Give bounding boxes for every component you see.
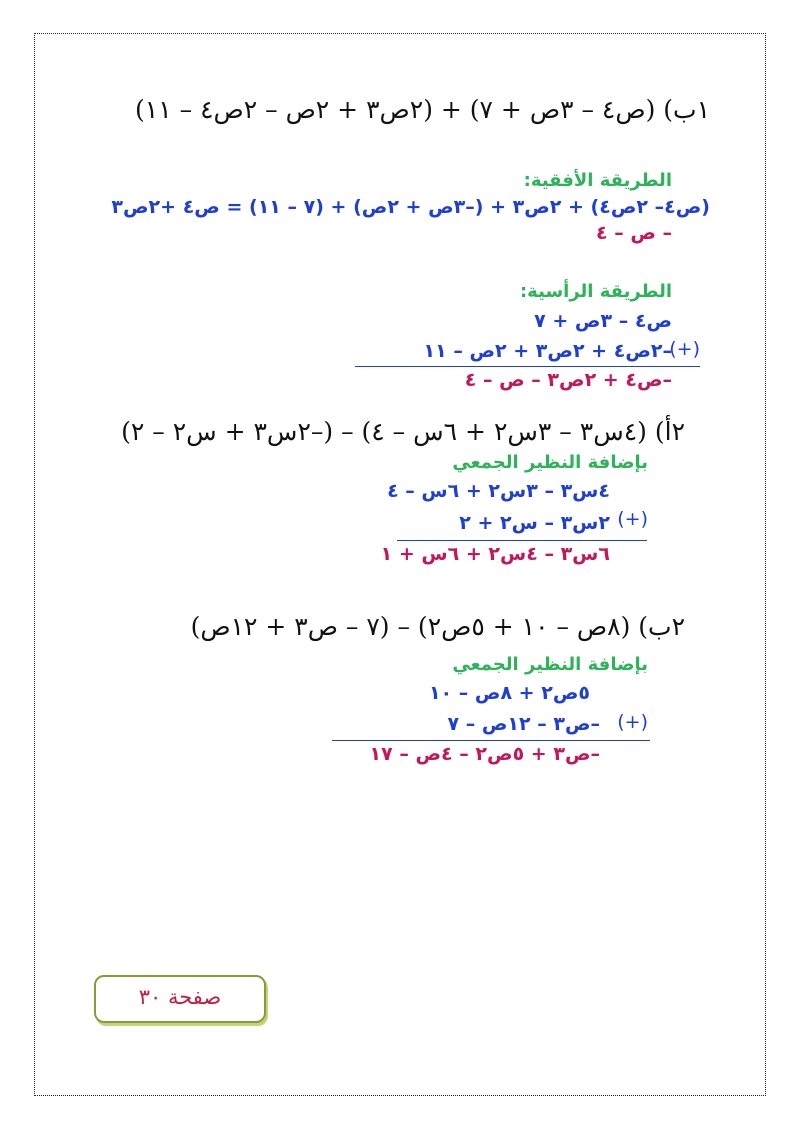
page-number-box [94,975,266,1023]
additive-inverse-label: بإضافة النظير الجمعي [452,452,648,473]
plus-sign: (+) [617,508,648,530]
page-number: صفحة ٣٠ [138,985,222,1009]
horizontal-method-label: الطريقة الأفقية: [523,170,672,191]
horizontal-method-line-2: – ص – ٤ [595,222,672,244]
sum-line [397,540,647,541]
plus-sign: (+) [669,338,700,360]
problem-2b-heading: ٢ب) (٨ص – ١٠ + ٥ص٢) – (٧ – ص٣ + ١٢ص) [190,612,685,641]
row-2: –ص٣ – ١٢ص – ٧ [447,713,600,735]
row-1: ٥ص٢ + ٨ص – ١٠ [428,682,590,704]
row-2: ٢س٣ – س٢ + ٢ [459,512,610,534]
additive-inverse-label: بإضافة النظير الجمعي [452,654,648,675]
problem-2a-heading: ٢أ) (٤س٣ – ٣س٢ + ٦س – ٤) – (–٢س٣ + س٢ – ٢) [121,417,685,446]
problem-1b-heading: ١ب) (ص٤ – ٣ص + ٧) + (٢ص٣ + ٢ص – ٢ص٤ – ١١) [135,95,710,124]
row-1: ٤س٣ – ٣س٢ + ٦س – ٤ [387,480,610,502]
vertical-method-label: الطريقة الرأسية: [519,281,672,302]
result: ٦س٣ – ٤س٢ + ٦س + ١ [380,543,610,565]
sum-line [332,740,650,741]
sum-line [355,366,700,367]
plus-sign: (+) [617,711,648,733]
vertical-row-2: –٢ص٤ + ٢ص٣ + ٢ص – ١١ [423,340,672,362]
horizontal-method-line-1: (ص٤– ٢ص٤) + ٢ص٣ + (–٣ص + ٢ص) + (٧ – ١١) = ص٤ +٢ص٣ [111,196,710,218]
vertical-row-1: ص٤ – ٣ص + ٧ [534,310,672,332]
result: –ص٣ + ٥ص٢ – ٤ص – ١٧ [369,743,600,765]
vertical-result: –ص٤ + ٢ص٣ – ص – ٤ [464,369,672,391]
